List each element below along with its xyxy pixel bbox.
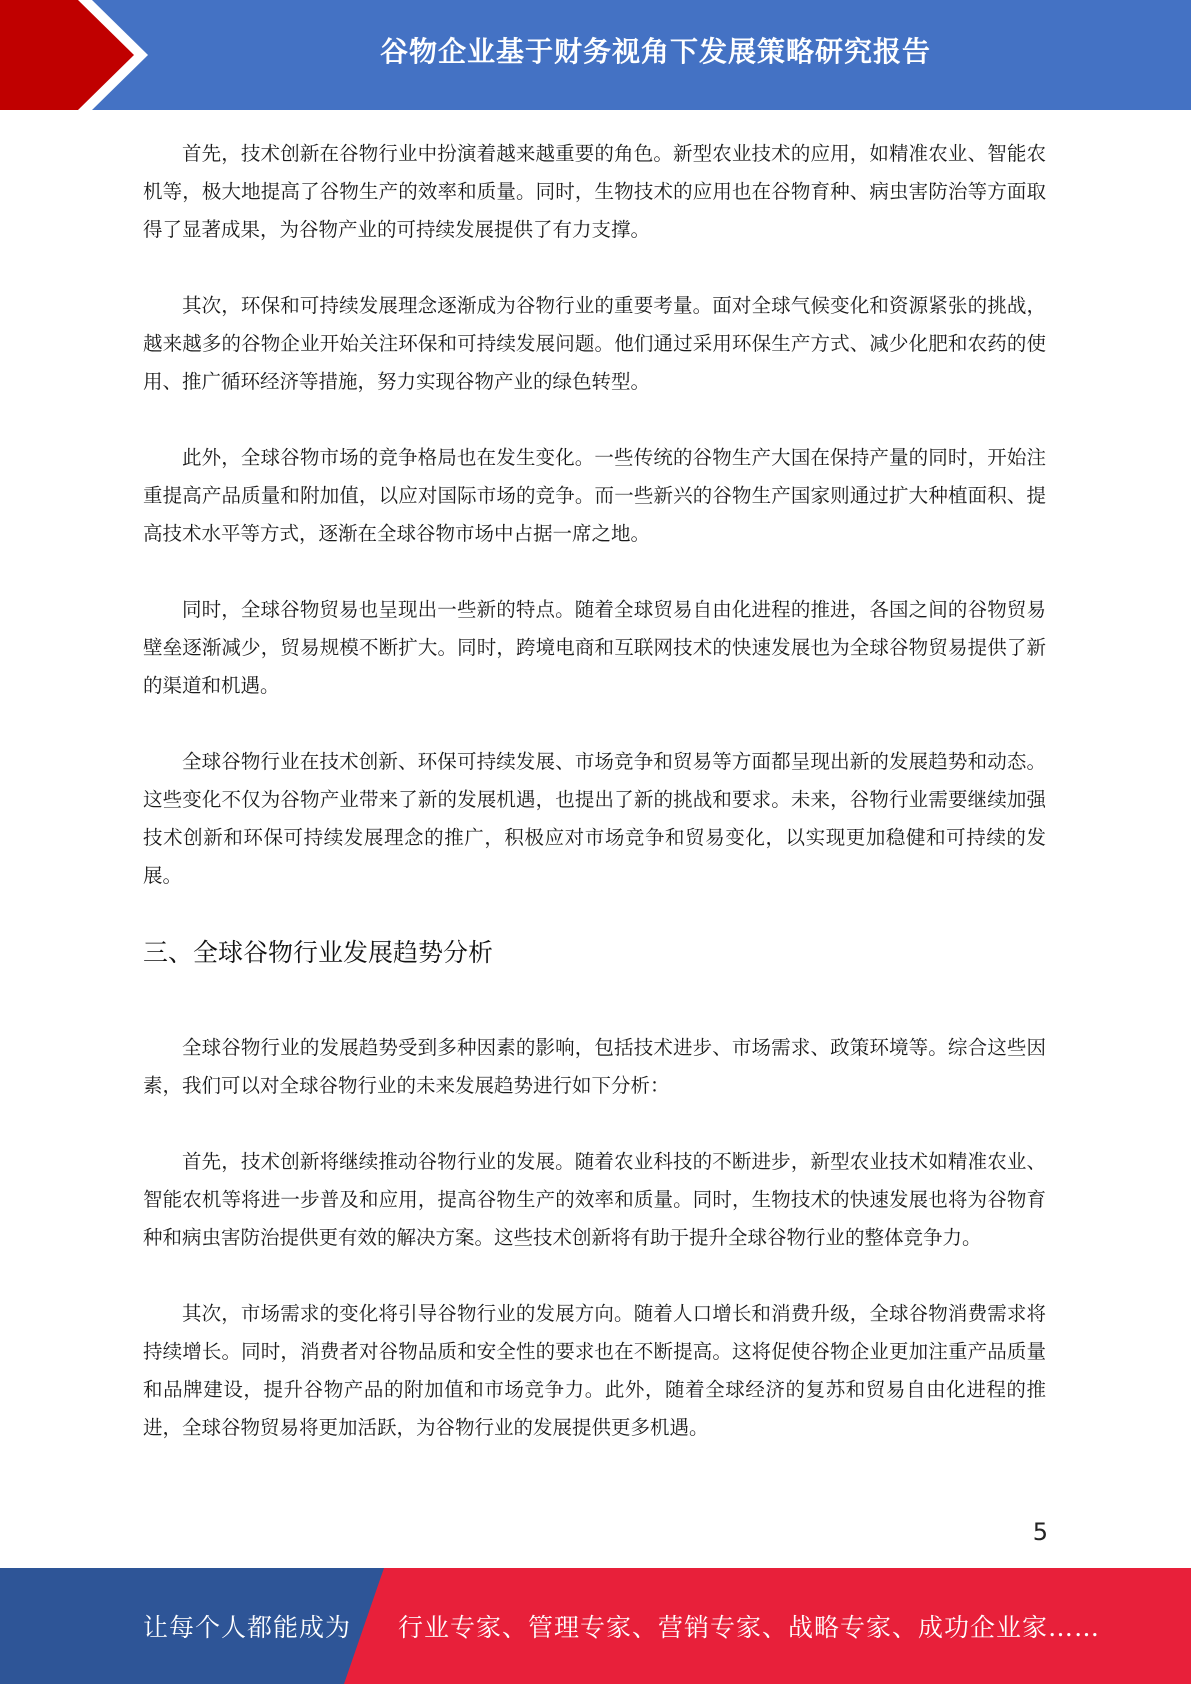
header-title: 谷物企业基于财务视角下发展策略研究报告 (379, 35, 931, 68)
paragraph: 其次，环保和可持续发展理念逐渐成为谷物行业的重要考量。面对全球气候变化和资源紧张的挑战，越来越多的谷物企业开始关注环保和可持续发展问题。他们通过采用环保生产方式、减少化肥和农药的使用、推广循环经济等措施，努力实现谷物产业的绿色转型。 (143, 294, 1046, 393)
page-header (0, 0, 1191, 110)
paragraph: 全球谷物行业的发展趋势受到多种因素的影响，包括技术进步、市场需求、政策环境等。综合这些因素，我们可以对全球谷物行业的未来发展趋势进行如下分析： (143, 1036, 1046, 1097)
section-heading: 三、全球谷物行业发展趋势分析 (143, 938, 494, 967)
page-footer (0, 1568, 1191, 1684)
paragraph: 首先，技术创新在谷物行业中扮演着越来越重要的角色。新型农业技术的应用，如精准农业、智能农机等，极大地提高了谷物生产的效率和质量。同时，生物技术的应用也在谷物育种、病虫害防治等方面取得了显著成果，为谷物产业的可持续发展提供了有力支撑。 (143, 142, 1046, 241)
page-number: 5 (1032, 1518, 1048, 1546)
footer-slogan-right: 行业专家、管理专家、营销专家、战略专家、成功企业家…… (398, 1613, 1101, 1642)
paragraph: 首先，技术创新将继续推动谷物行业的发展。随着农业科技的不断进步，新型农业技术如精准农业、智能农机等将进一步普及和应用，提高谷物生产的效率和质量。同时，生物技术的快速发展也将为谷物育种和病虫害防治提供更有效的解决方案。这些技术创新将有助于提升全球谷物行业的整体竞争力。 (143, 1150, 1046, 1249)
paragraph: 此外，全球谷物市场的竞争格局也在发生变化。一些传统的谷物生产大国在保持产量的同时，开始注重提高产品质量和附加值，以应对国际市场的竞争。而一些新兴的谷物生产国家则通过扩大种植面积、提高技术水平等方式，逐渐在全球谷物市场中占据一席之地。 (143, 446, 1046, 545)
document-body (143, 135, 1046, 1485)
paragraph: 全球谷物行业在技术创新、环保可持续发展、市场竞争和贸易等方面都呈现出新的发展趋势和动态。这些变化不仅为谷物产业带来了新的发展机遇，也提出了新的挑战和要求。未来，谷物行业需要继续加强技术创新和环保可持续发展理念的推广，积极应对市场竞争和贸易变化，以实现更加稳健和可持续的发展。 (143, 750, 1046, 887)
paragraph: 其次，市场需求的变化将引导谷物行业的发展方向。随着人口增长和消费升级，全球谷物消费需求将持续增长。同时，消费者对谷物品质和安全性的要求也在不断提高。这将促使谷物企业更加注重产品质量和品牌建设，提升谷物产品的附加值和市场竞争力。此外，随着全球经济的复苏和贸易自由化进程的推进，全球谷物贸易将更加活跃，为谷物行业的发展提供更多机遇。 (143, 1302, 1046, 1439)
paragraph: 同时，全球谷物贸易也呈现出一些新的特点。随着全球贸易自由化进程的推进，各国之间的谷物贸易壁垒逐渐减少，贸易规模不断扩大。同时，跨境电商和互联网技术的快速发展也为全球谷物贸易提供了新的渠道和机遇。 (143, 598, 1046, 697)
footer-slogan-left: 让每个人都能成为 (143, 1613, 352, 1642)
